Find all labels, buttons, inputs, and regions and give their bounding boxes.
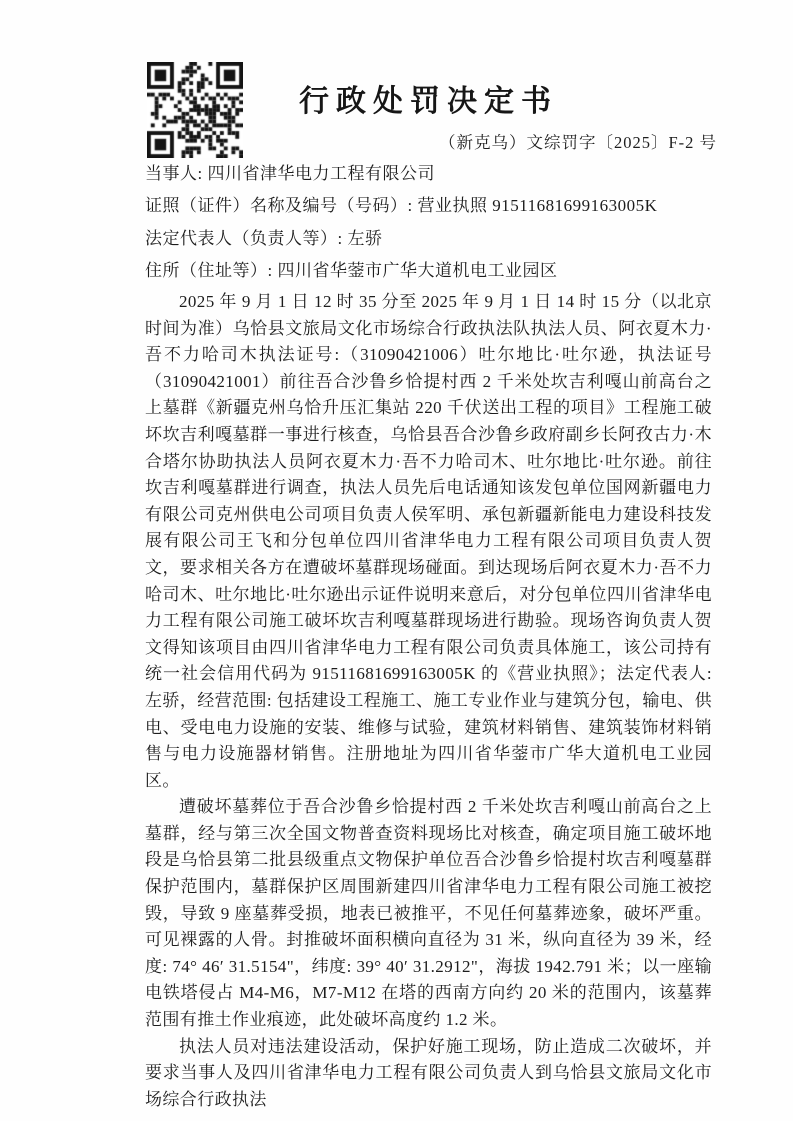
legal-representative-line: 法定代表人（负责人等）: 左骄	[145, 228, 383, 248]
address-line: 住所（住址等）: 四川省华蓥市广华大道机电工业园区	[145, 261, 558, 281]
body-paragraph: 执法人员对违法建设活动，保护好施工现场，防止造成二次破坏，并要求当事人及四川省津华电力工程有限公司负责人到乌恰县文旅局文化市场综合行政执法	[145, 1036, 712, 1109]
license-line: 证照（证件）名称及编号（号码）: 营业执照 91511681699163005K	[145, 196, 658, 216]
document-title: 行政处罚决定书	[299, 85, 558, 118]
document-body	[145, 289, 712, 1113]
body-paragraph: 遭破坏墓葬位于吾合沙鲁乡恰提村西 2 千米处坎吉利嘎山前高台之上墓群，经与第三次全国文物普查资料现场比对核查，确定项目施工破坏地段是乌恰县第二批县级重点文物保护单位吾合沙鲁乡恰提村坎吉利嘎墓群保护范围内，墓群保护区周围新建四川省津华电力工程有限公司施工被挖毁，导致 9 座墓葬受损，地表已被推平，不见任何墓葬迹象，破坏严重。可见裸露的人骨。封推破坏面积横向直径为 31 米，纵向直径为 39 米，经度: 74° 46′ 31.5154"，纬度: 39° 40′ 31.2912"，海拔 1942.791 米；以一座输电铁塔侵占 M4-M6，M7-M12 在塔的西南方向约 20 米的范围内，该墓葬范围有推土作业痕迹，此处破坏高度约 1.2 米。	[145, 797, 712, 1030]
party-line: 当事人: 四川省津华电力工程有限公司	[145, 164, 435, 183]
body-paragraph: 2025 年 9 月 1 日 12 时 35 分至 2025 年 9 月 1 日 14 时 15 分（以北京时间为准）乌恰县文旅局文化市场综合行政执法队执法人员、阿衣夏木力·吾不力哈司木执法证号:（31090421006）吐尔地比·吐尔逊，执法证号（31090421001）前往吾合沙鲁乡恰提村西 2 千米处坎吉利嘎山前高台之上墓群《新疆克州乌恰升压汇集站 220 千伏送出工程的项目》工程施工破坏坎吉利嘎墓群一事进行核查，乌恰县吾合沙鲁乡政府副乡长阿孜古力·木合塔尔协助执法人员阿衣夏木力·吾不力哈司木、吐尔地比·吐尔逊。前往坎吉利嘎墓群进行调查，执法人员先后电话通知该发包单位国网新疆电力有限公司克州供电公司项目负责人侯军明、承包新疆新能电力建设科技发展有限公司王飞和分包单位四川省津华电力工程有限公司项目负责人贺文，要求相关各方在遭破坏墓群现场碰面。到达现场后阿衣夏木力·吾不力哈司木、吐尔地比·吐尔逊出示证件说明来意后，对分包单位四川省津华电力工程有限公司施工破坏坎吉利嘎墓群现场进行勘验。现场咨询负责人贺文得知该项目由四川省津华电力工程有限公司负责具体施工，该公司持有统一社会信用代码为 91511681699163005K 的《营业执照》；法定代表人: 左骄，经营范围: 包括建设工程施工、施工专业作业与建筑分包，输电、供电、受电电力设施的安装、维修与试验，建筑材料销售、建筑装饰材料销售与电力设施器材销售。注册地址为四川省华蓥市广华大道机电工业园区。	[145, 292, 712, 790]
party-info-block	[145, 158, 725, 288]
document-number: （新克乌）文综罚字〔2025〕F-2 号	[438, 133, 717, 152]
